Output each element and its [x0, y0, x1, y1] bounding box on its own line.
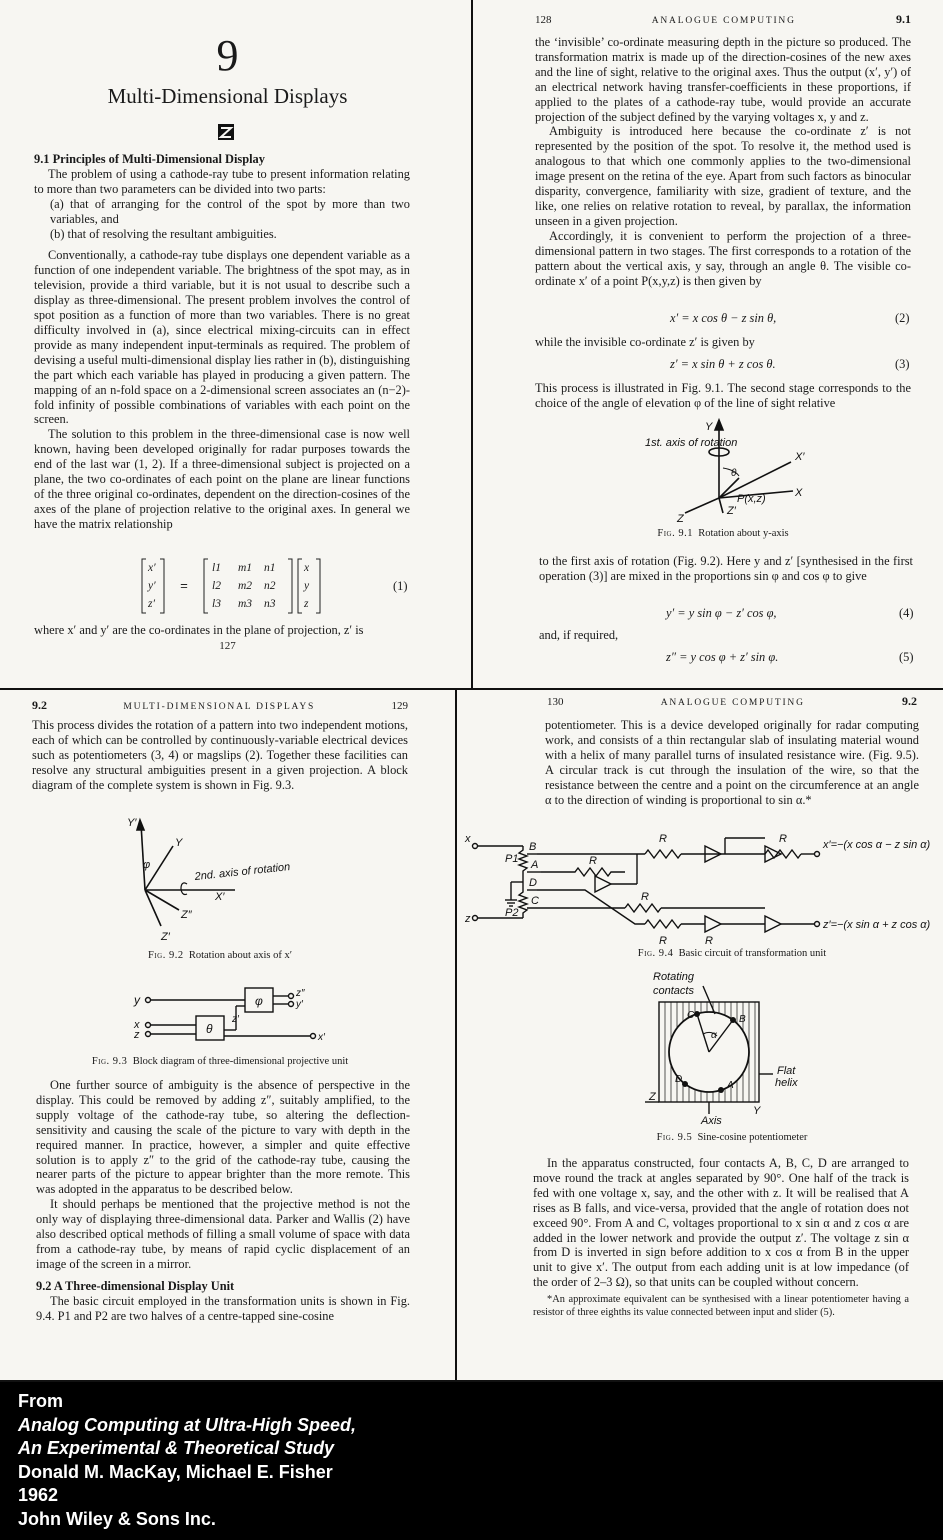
matrix-lhs-2: y′: [148, 580, 156, 592]
caption-text: Sine-cosine potentiometer: [697, 1132, 808, 1143]
matrix-rhs-3: z: [304, 598, 309, 610]
paragraph: Conventionally, a cathode-ray tube displays one dependent variable as a function of one independent variable. The brightness of the spot may, as in television, provide a third variable, but it is not usual to describe such a display as three-dimensional. The present problem involves the control of spot position as a function of more than two variables. There is no great difficulty involved in (a), since electrical mixing-circuits can in effect provide as many independent input-terminals as required. The problem of devising a useful multi-dimensional display lies rather in (b), distinguishing the part which each variable has played in producing a given pattern. The mapping of an n-fold space on a 2-dimensional screen associates an (n−2)-fold infinity of possible combinations of variables with each point on the screen.: [34, 248, 410, 427]
paragraph: Ambiguity is introduced here because the co-ordinate z′ is not represented by the position of the spot. To resolve it, the method used is analogous to that which one commonly applies to the two-dimensional image present on the retina of the eye. Apart from such factors as binocular disparity, convergence, familiarity with size, gradient of texture, and the like, one relies on relative rotation to reveal, by parallax, the information unseen in a given projection.: [535, 124, 911, 228]
page-129-body: [36, 1078, 410, 1324]
caption-label: Fig. 9.2: [147, 950, 184, 961]
fig95-a: A: [727, 1080, 734, 1091]
fig91-x: X: [795, 487, 803, 499]
fig94-r: R: [705, 935, 713, 947]
fig95-c: C: [687, 1010, 695, 1021]
list-item-b: (b) that of resolving the resultant ambiguities.: [50, 226, 277, 241]
section-heading-9-2: 9.2 A Three-dimensional Display Unit: [36, 1278, 235, 1293]
fig92-phi: φ: [143, 859, 151, 871]
page-128-body: [535, 35, 911, 288]
fig94-r: R: [641, 891, 649, 903]
equation-5: z″ = y cos φ + z′ sin φ.: [666, 650, 779, 664]
equation-4: y′ = y sin φ − z′ cos φ,: [666, 606, 777, 620]
fig95-b: B: [739, 1014, 746, 1025]
page-130: [457, 690, 943, 1380]
paragraph: The solution to this problem in the three-dimensional case is now well known, having been developed originally for radar purposes towards the end of the last war (1, 2). If a three-dimensional subject is projected on a plane, the two co-ordinates of each point on the plane are linear functions of the three original co-ordinates, dependent on the direction-cosines of the axes of the plane of projection relative to the original axes. In general we have the matrix relationship: [34, 427, 410, 531]
list-item-a: (a) that of arranging for the control of the spot by more than two variables, and: [50, 196, 410, 226]
equation-number-1: (1): [393, 579, 408, 593]
fig95-alpha: α: [711, 1030, 717, 1041]
matrix-rhs-2: y: [304, 580, 310, 592]
fig91-zp: Z′: [727, 505, 736, 517]
fig95-y: Y: [753, 1105, 761, 1117]
matrix-cell: n2: [264, 580, 276, 592]
figure-9-4: [465, 828, 935, 948]
fig92-y: Y: [175, 837, 183, 849]
caption-label: Fig. 9.1: [657, 528, 693, 539]
fig93-y-input: y: [134, 993, 140, 1007]
fig94-r: R: [659, 833, 667, 845]
figure-9-1: [643, 418, 843, 528]
figure-9-3-caption: [32, 1056, 408, 1067]
page-130-body: [533, 1156, 909, 1319]
header-section: 9.2: [32, 698, 47, 712]
fig91-theta: θ: [731, 468, 737, 479]
header-section: 9.1: [896, 12, 911, 26]
fig94-p2: P2: [505, 907, 519, 919]
figure-9-2: [125, 818, 325, 943]
fig93-z-input: z: [134, 1029, 140, 1041]
section-heading-9-1: 9.1 Principles of Multi-Dimensional Display: [34, 152, 265, 166]
fig94-p1: P1: [505, 853, 519, 865]
matrix-cell: l2: [212, 580, 221, 592]
matrix-cell: m1: [238, 562, 253, 574]
figure-9-2-caption: [32, 950, 408, 961]
paragraph: and, if required,: [539, 628, 619, 642]
paragraph: One further source of ambiguity is the absence of perspective in the display. This could be removed by adding z″, suitably amplified, to the supply voltage of the cathode-ray tube, so altering the deflection-sensitivity and causing the scale of the picture to vary with depth in the required manner. In practice, however, a simpler and quite effective solution is to apply z″ to the grid of the cathode-ray tube, causing the nearer parts of the picture to appear brighter than the more remote. This was adopted in the apparatus to be described below.: [36, 1078, 410, 1197]
matrix-lhs-1: x′: [148, 562, 156, 574]
matrix-rhs-1: x: [304, 562, 310, 574]
equation-number-3: (3): [895, 357, 910, 371]
fig95-d: D: [675, 1074, 683, 1085]
paragraph: Accordingly, it is convenient to perform the projection of a three-dimensional pattern in two stages. The first corresponds to a rotation of the pattern about the vertical axis, y say, through an angle θ. The visible co-ordinate x′ of a point P(x,y,z) is then given by: [535, 228, 911, 288]
figure-9-4-caption: [545, 948, 919, 959]
matrix-cell: l3: [212, 598, 221, 610]
fig91-point: P(x,z): [737, 493, 766, 505]
figure-9-1-caption: [535, 528, 911, 539]
fig94-b: B: [529, 841, 537, 853]
fig95-contacts: contacts: [653, 985, 694, 997]
header-page-number: 130: [547, 696, 564, 708]
page-127: [0, 0, 471, 688]
matrix-cell: n3: [264, 598, 276, 610]
header-section: 9.2: [902, 694, 917, 708]
fig95-axis: Axis: [701, 1115, 722, 1127]
fig94-r: R: [779, 833, 787, 845]
page-127-body: [34, 152, 410, 532]
svg-text:=: =: [180, 578, 188, 593]
running-header: [32, 698, 408, 713]
fig95-z: Z: [649, 1091, 656, 1103]
caption-label: Fig. 9.4: [637, 948, 674, 959]
chapter-ornament: [218, 124, 234, 140]
equation-2: x′ = x cos θ − z sin θ,: [670, 311, 777, 325]
credits-year: 1962: [18, 1485, 59, 1505]
fig94-z-input: z: [465, 913, 471, 925]
fig92-zp: Z′: [161, 931, 170, 943]
credits-from: From: [18, 1391, 63, 1411]
fig93-out-yp: y′: [296, 999, 303, 1010]
caption-label: Fig. 9.3: [91, 1056, 128, 1067]
running-header: [547, 694, 917, 709]
fig94-r: R: [589, 855, 597, 867]
running-header: [535, 12, 911, 27]
caption-label: Fig. 9.5: [656, 1132, 693, 1143]
equation-number-5: (5): [899, 650, 914, 664]
paragraph: where x′ and y′ are the co-ordinates in the plane of projection, z′ is: [34, 623, 364, 637]
credits-publisher: John Wiley & Sons Inc.: [18, 1508, 216, 1529]
paragraph: The basic circuit employed in the transformation units is shown in Fig. 9.4. P1 and P2 are two halves of a centre-tapped sine-cosine: [36, 1293, 410, 1323]
equation-number-4: (4): [899, 606, 914, 620]
fig94-c: C: [531, 895, 539, 907]
fig92-xp: X′: [215, 891, 225, 903]
fig94-out-bot: z′=−(x sin α + z cos α): [823, 919, 931, 931]
fig93-zp-mid: z′: [232, 1014, 239, 1025]
figure-9-5: [645, 971, 845, 1127]
caption-text: Rotation about axis of x′: [188, 950, 293, 961]
fig95-helix: helix: [775, 1077, 798, 1089]
paragraph: while the invisible co-ordinate z′ is given by: [535, 335, 755, 349]
fig94-x-input: x: [465, 833, 471, 845]
credits-authors: Donald M. MacKay, Michael E. Fisher: [18, 1461, 333, 1482]
chapter-title: Multi-Dimensional Displays: [107, 84, 348, 108]
paragraph: to the first axis of rotation (Fig. 9.2). Here y and z′ [synthesised in the first operation (3)] are mixed in the proportions sin φ and cos φ to give: [539, 554, 913, 583]
fig94-a: A: [531, 859, 539, 871]
fig92-zpp: Z″: [181, 909, 192, 921]
matrix-cell: l1: [212, 562, 221, 574]
paragraph: It should perhaps be mentioned that the projective method is not the only way of displaying three-dimensional data. Parker and Wallis (2) have also described optical methods of filling a small volume of space with data from a cathode-ray tube, by means of rapid cyclic displacement of an image of the screen in a mirror.: [36, 1197, 410, 1271]
caption-text: Rotation about y-axis: [698, 528, 789, 539]
matrix-cell: m2: [238, 580, 253, 592]
header-page-number: 129: [391, 700, 408, 712]
header-title: ANALOGUE COMPUTING: [651, 16, 796, 26]
paragraph: potentiometer. This is a device developed originally for radar computing work, and consists of a thin rectangular slab of insulating material wound with a helix of many parallel turns of insulated resistance wire. (Fig. 9.5). A circular track is cut through the insulation of the wire, so that the resistance between the centre and a point on the circumference at an angle α to the direction of winding is proportional to sin α.*: [545, 718, 919, 807]
caption-text: Block diagram of three-dimensional projective unit: [132, 1056, 349, 1067]
fig92-axis-note: 2nd. axis of rotation: [194, 861, 291, 883]
source-credits: [0, 1382, 943, 1540]
matrix-cell: m3: [238, 598, 253, 610]
chapter-number: 9: [216, 31, 239, 80]
paragraph: The problem of using a cathode-ray tube to present information relating to more than two parameters can be divided into two parts:: [34, 166, 410, 196]
fig93-phi-box: φ: [255, 994, 263, 1008]
fig91-y: Y: [705, 421, 713, 433]
fig93-out-zpp: z″: [296, 988, 305, 999]
page-128: [473, 0, 943, 688]
fig91-axis-note: 1st. axis of rotation: [645, 437, 738, 449]
caption-text: Basic circuit of transformation unit: [678, 948, 827, 959]
header-title: MULTI-DIMENSIONAL DISPLAYS: [123, 702, 316, 712]
matrix-equation: [140, 557, 340, 615]
paragraph: This process is illustrated in Fig. 9.1. The second stage corresponds to the choice of the angle of elevation φ of the line of sight relative: [535, 381, 911, 410]
paragraph: In the apparatus constructed, four contacts A, B, C, D are arranged to move round the track at angles separated by 90°. One half of the track is fed with one voltage x, say, and the other with z. It will be realised that A rises as B falls, and vice-versa, provided that the angle of rotation does not exceed 90°. From A and C, voltages proportional to x sin α and z cos α are added in the lower network and provide the output z′. The voltage z sin α from D is inverted in sign before addition to x cos α from B in the upper unit to give x′. The output from each adding unit is at low impedance (of the order of 2–3 Ω), so that units can be coupled without concern.: [533, 1156, 909, 1290]
header-title: ANALOGUE COMPUTING: [660, 698, 805, 708]
paragraph: This process divides the rotation of a pattern into two independent motions, each of which can be controlled by continuously-variable electrical devices such as potentiometers (3, 4) or magslips (2). Together these facilities can resolve any structural ambiguities present in a given projection. A block diagram of the complete system is shown in Fig. 9.3.: [32, 718, 408, 792]
fig91-z: Z: [677, 513, 684, 525]
credits-title-line-2: An Experimental & Theoretical Study: [18, 1438, 335, 1458]
fig93-out-xp: x′: [318, 1032, 325, 1043]
fig94-out-top: x′=−(x cos α − z sin α): [823, 839, 931, 851]
page-129: [0, 690, 455, 1380]
fig95-rotating: Rotating: [653, 971, 694, 983]
figure-9-3: [134, 986, 340, 1048]
equation-3: z′ = x sin θ + z cos θ.: [670, 357, 776, 371]
fig92-yp: Y′: [127, 817, 137, 829]
matrix-cell: n1: [264, 562, 276, 574]
fig95-flat: Flat: [777, 1065, 796, 1077]
fig93-x-input: x: [134, 1019, 140, 1031]
credits-title-line-1: Analog Computing at Ultra-High Speed,: [18, 1414, 356, 1435]
fig91-xp: X′: [795, 451, 805, 463]
fig94-d: D: [529, 877, 537, 889]
equation-number-2: (2): [895, 311, 910, 325]
fig93-theta-box: θ: [206, 1022, 213, 1036]
page-folio: 127: [219, 640, 236, 652]
footnote: *An approximate equivalent can be synthesised with a linear potentiometer having a resistor of three eighths its value connected between input and slider (5).: [533, 1294, 909, 1318]
figure-9-5-caption: [545, 1132, 919, 1143]
paragraph: the ‘invisible’ co-ordinate measuring depth in the picture so produced. The transformation matrix is made up of the direction-cosines of the new axes and the line of sight, relative to the original axes. Thus the output (x′, y′) of an electrical network having transfer-coefficients in these proportions, if applied to the plates of a cathode-ray tube, would provide an accurate projection of the subject defined by the varying voltages x, y and z.: [535, 35, 911, 124]
header-page-number: 128: [535, 14, 552, 26]
matrix-lhs-3: z′: [148, 598, 155, 610]
fig94-r: R: [659, 935, 667, 947]
